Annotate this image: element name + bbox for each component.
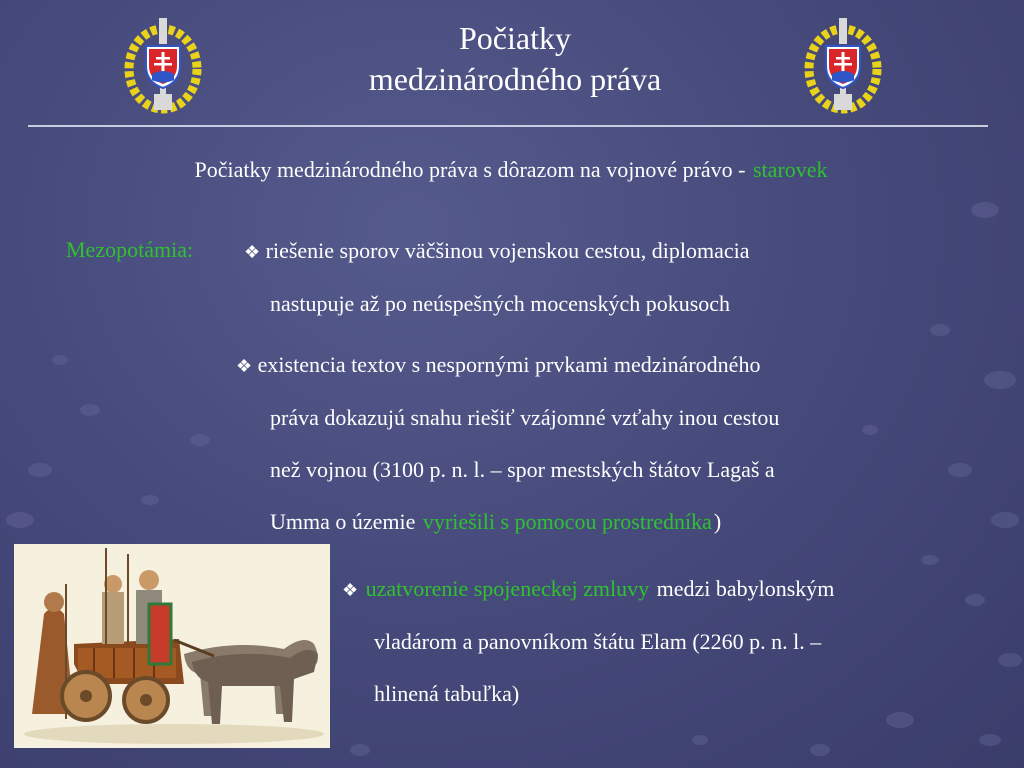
- point-2-line-4: [236, 496, 779, 548]
- military-emblem-right-icon: [804, 14, 882, 114]
- point-1-line-1: riešenie sporov väčšinou vojenskou cestou, diplomacia: [265, 238, 750, 263]
- slide-title: [260, 18, 770, 100]
- section-label: Mezopotámia:: [66, 237, 194, 262]
- point-3-highlight: uzatvorenie spojeneckej zmluvy: [365, 576, 650, 601]
- point-2-line-4-pre: Umma o územie: [270, 509, 421, 534]
- title-line-2: medzinárodného práva: [368, 61, 662, 97]
- bullet-diamond-icon: ❖: [244, 242, 261, 262]
- bullet-point-3: [342, 563, 834, 720]
- point-2-line-2: práva dokazujú snahu riešiť vzájomné vzťahy inou cestou: [270, 405, 780, 430]
- military-emblem-left-icon: [124, 14, 202, 114]
- point-2-line-3: než vojnou (3100 p. n. l. – spor mestských štátov Lagaš a: [270, 457, 775, 482]
- bullet-point-1: [244, 225, 750, 330]
- title-line-1: Počiatky: [459, 20, 571, 56]
- chariot-illustration-icon: [14, 544, 330, 748]
- bullet-diamond-icon: ❖: [342, 580, 359, 600]
- subtitle-text: Počiatky medzinárodného práva s dôrazom na vojnové právo -: [194, 157, 751, 182]
- point-1-line-2: nastupuje až po neúspešných mocenských pokusoch: [270, 291, 731, 316]
- point-2-highlight: vyriešili s pomocou prostredníka: [422, 509, 712, 534]
- bullet-point-2: [236, 339, 779, 548]
- point-3-line-2: vladárom a panovníkom štátu Elam (2260 p. n. l. –: [374, 629, 822, 654]
- subtitle-highlight: starovek: [753, 157, 828, 182]
- point-3-line-3: hlinená tabuľka): [374, 681, 520, 706]
- slide-subtitle: [0, 157, 1024, 183]
- bullet-diamond-icon: ❖: [236, 356, 253, 376]
- point-3-line-1-post: medzi babylonským: [651, 576, 835, 601]
- sumerian-chariot-picture: [14, 544, 330, 748]
- point-2-line-1: existencia textov s nespornými prvkami medzinárodného: [257, 352, 761, 377]
- point-2-line-4-post: ): [713, 509, 722, 534]
- title-divider: [28, 125, 988, 127]
